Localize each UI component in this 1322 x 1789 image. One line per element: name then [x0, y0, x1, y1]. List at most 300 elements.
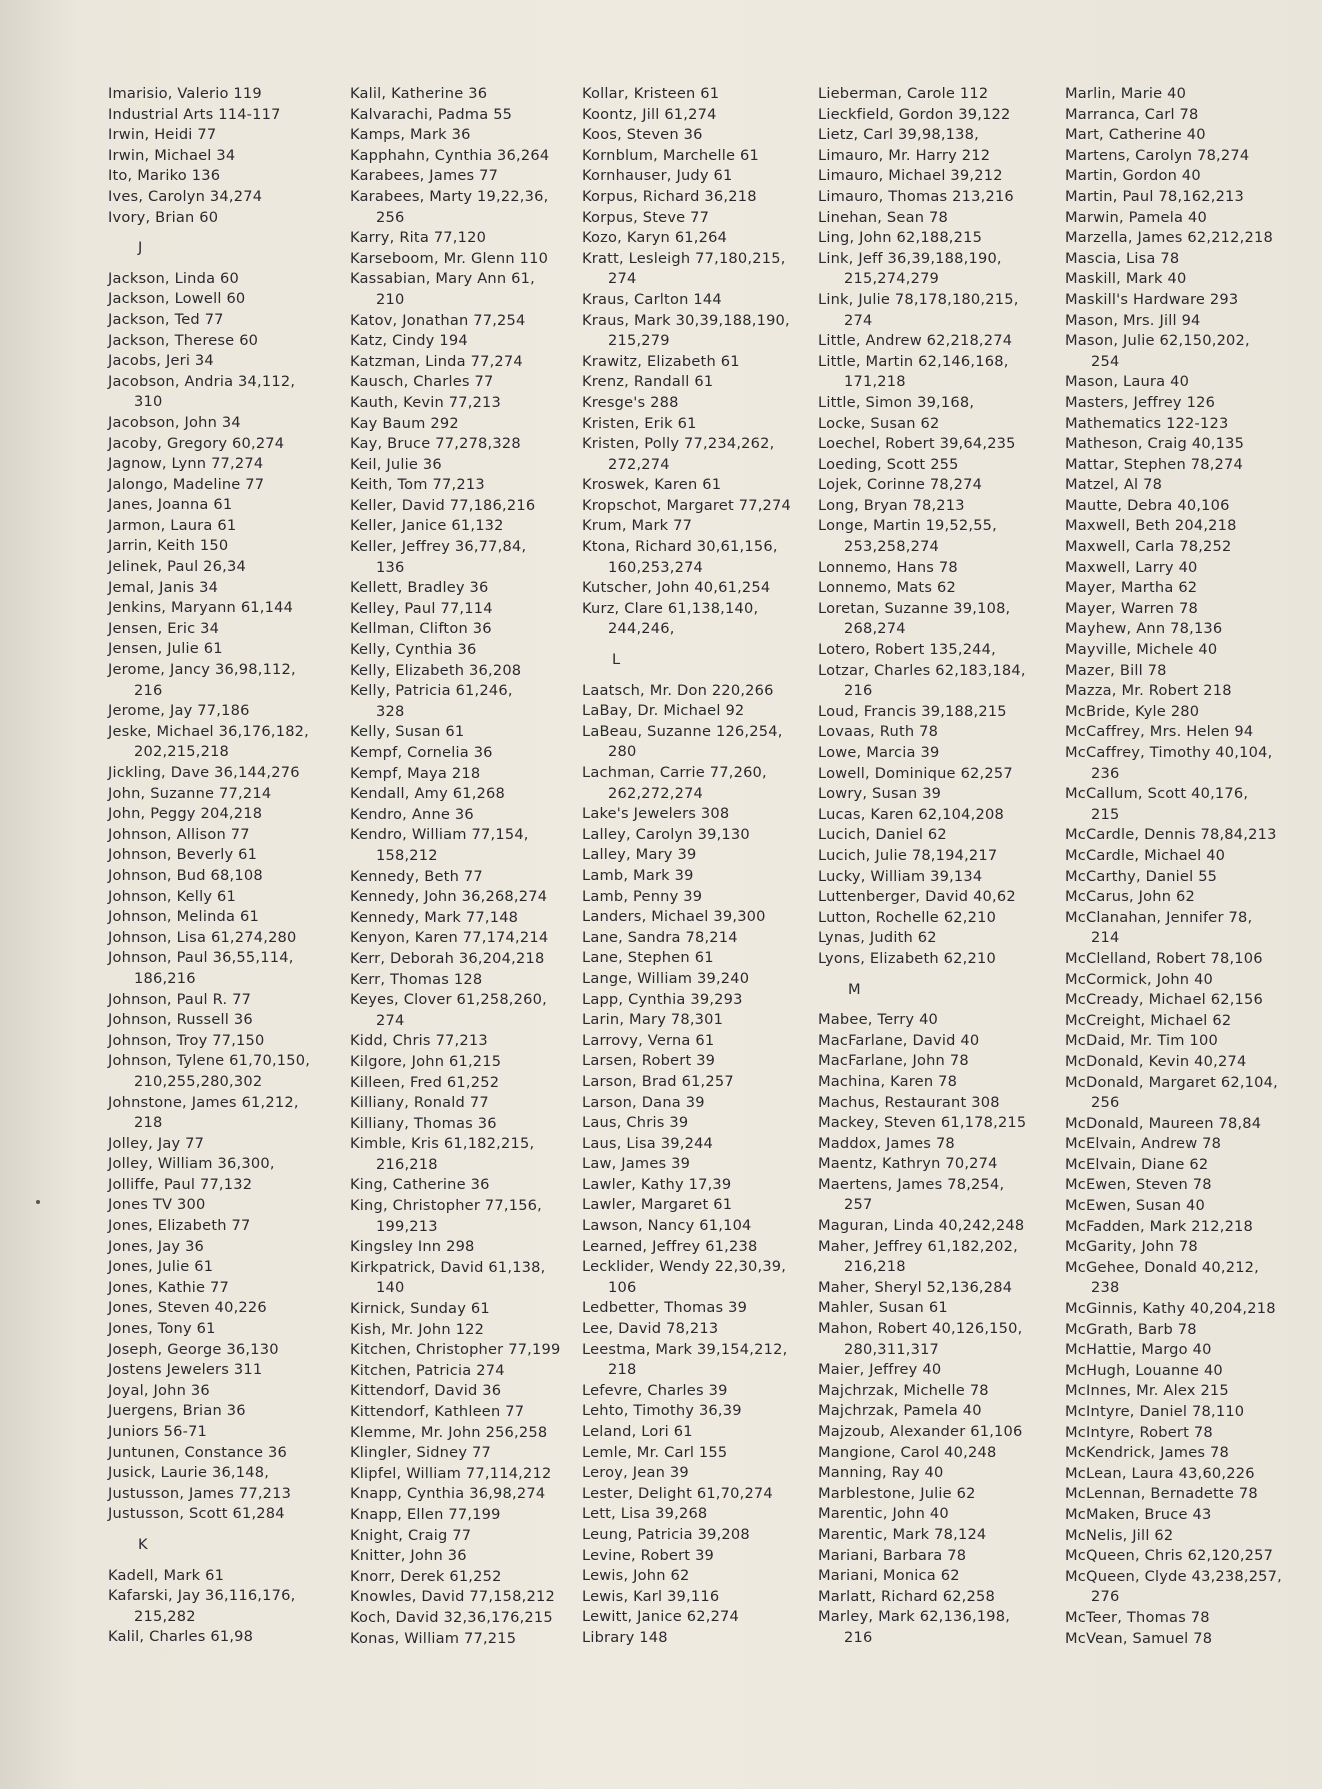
index-entry: Johnson, Kelly 61 — [108, 887, 236, 905]
index-entry: Linehan, Sean 78 — [818, 208, 948, 226]
index-entry: Lamb, Mark 39 — [582, 866, 694, 884]
index-entry: Kausch, Charles 77 — [350, 373, 494, 391]
index-entry: Lewitt, Janice 62,274 — [582, 1608, 740, 1626]
index-entry: Lucky, William 39,134 — [818, 867, 983, 885]
index-entry: Mason, Julie 62,150,202, — [1065, 332, 1250, 350]
index-entry: 262,272,274 — [608, 784, 704, 802]
index-entry: Knorr, Derek 61,252 — [350, 1567, 502, 1585]
index-entry: Matheson, Craig 40,135 — [1065, 435, 1245, 453]
index-entry: McVean, Samuel 78 — [1065, 1629, 1213, 1647]
index-entry: Jackson, Therese 60 — [108, 331, 259, 349]
index-entry: Kutscher, John 40,61,254 — [582, 579, 771, 597]
index-entry: McCardle, Michael 40 — [1065, 846, 1226, 864]
index-entry: Jerome, Jay 77,186 — [108, 702, 250, 720]
index-entry: Mayer, Warren 78 — [1065, 599, 1198, 617]
index-entry: Kozo, Karyn 61,264 — [582, 229, 728, 247]
index-entry: Konas, William 77,215 — [350, 1629, 517, 1647]
index-entry: Maddox, James 78 — [818, 1134, 955, 1152]
index-entry: Limauro, Mr. Harry 212 — [818, 146, 991, 164]
index-entry: Keller, Janice 61,132 — [350, 517, 504, 535]
index-entry: Kratt, Lesleigh 77,180,215, — [582, 249, 786, 267]
index-entry: MacFarlane, John 78 — [818, 1052, 969, 1070]
index-entry: Krum, Mark 77 — [582, 517, 693, 535]
index-entry: Jones, Elizabeth 77 — [108, 1217, 251, 1235]
index-entry: Karabees, James 77 — [350, 167, 499, 185]
index-entry: Jacoby, Gregory 60,274 — [108, 434, 285, 452]
index-entry: McCarus, John 62 — [1065, 888, 1196, 906]
index-entry: Krenz, Randall 61 — [582, 373, 714, 391]
index-entry: Lutton, Rochelle 62,210 — [818, 908, 997, 926]
index-entry: Library 148 — [582, 1628, 668, 1646]
index-entry: Jackson, Ted 77 — [108, 310, 224, 328]
index-entry: Kish, Mr. John 122 — [350, 1320, 485, 1338]
index-column-3 — [582, 84, 791, 1649]
index-entry: Mariani, Barbara 78 — [818, 1546, 967, 1564]
index-entry: Lonnemo, Hans 78 — [818, 558, 958, 576]
index-entry: Kilgore, John 61,215 — [350, 1052, 502, 1070]
index-entry: Jickling, Dave 36,144,276 — [108, 764, 300, 781]
index-entry: Lane, Stephen 61 — [582, 949, 714, 967]
index-entry: Larson, Brad 61,257 — [582, 1072, 734, 1090]
index-entry: Mathematics 122-123 — [1065, 414, 1229, 432]
index-entry: Maskill's Hardware 293 — [1065, 290, 1239, 308]
index-entry: Machina, Karen 78 — [818, 1072, 958, 1090]
index-entry: Mahler, Susan 61 — [818, 1299, 948, 1317]
index-entry: Kristen, Polly 77,234,262, — [582, 435, 775, 453]
index-entry: Laatsch, Mr. Don 220,266 — [582, 681, 774, 699]
index-entry: Kelly, Susan 61 — [350, 723, 465, 741]
index-entry: Irwin, Michael 34 — [108, 146, 236, 164]
index-entry: Jarrin, Keith 150 — [108, 537, 229, 555]
index-entry: 310 — [134, 393, 163, 411]
index-entry: Mackey, Steven 61,178,215 — [818, 1114, 1027, 1132]
index-entry: Katz, Cindy 194 — [350, 332, 468, 350]
index-entry: Majchrzak, Pamela 40 — [818, 1402, 982, 1420]
index-entry: McGehee, Donald 40,212, — [1065, 1258, 1260, 1276]
index-entry: Mazer, Bill 78 — [1065, 661, 1167, 679]
index-entry: John, Peggy 204,218 — [108, 805, 263, 823]
index-entry: Kennedy, John 36,268,274 — [350, 888, 548, 906]
index-entry: Marlin, Marie 40 — [1065, 85, 1187, 102]
index-entry: Kennedy, Mark 77,148 — [350, 908, 519, 926]
index-entry: Jacobson, John 34 — [108, 413, 241, 431]
index-entry: Lucich, Daniel 62 — [818, 826, 947, 844]
index-entry: 160,253,274 — [608, 558, 704, 576]
index-entry: Johnson, Melinda 61 — [108, 908, 259, 926]
index-entry: Majchrzak, Michelle 78 — [818, 1381, 989, 1399]
index-entry: Loretan, Suzanne 39,108, — [818, 599, 1011, 617]
index-entry: Jones, Tony 61 — [108, 1320, 216, 1338]
index-entry: Mazza, Mr. Robert 218 — [1065, 682, 1232, 700]
index-entry: Klipfel, William 77,114,212 — [350, 1464, 552, 1482]
index-entry: 254 — [1091, 352, 1120, 370]
index-entry: McBride, Kyle 280 — [1065, 702, 1200, 720]
index-entry: Maxwell, Larry 40 — [1065, 558, 1198, 576]
index-entry: Ivory, Brian 60 — [108, 208, 219, 226]
index-entry: Kidd, Chris 77,213 — [350, 1032, 488, 1050]
index-entry: 216 — [844, 1628, 873, 1646]
index-entry: Kollar, Kristeen 61 — [582, 85, 720, 102]
index-entry: 257 — [844, 1196, 873, 1214]
index-entry: Lieberman, Carole 112 — [818, 85, 989, 102]
index-entry: Klemme, Mr. John 256,258 — [350, 1423, 548, 1441]
index-entry: Kassabian, Mary Ann 61, — [350, 270, 535, 288]
index-entry: 274 — [376, 1011, 405, 1029]
index-entry: Mautte, Debra 40,106 — [1065, 496, 1230, 514]
index-entry: Leroy, Jean 39 — [582, 1464, 689, 1482]
index-entry: Lewis, John 62 — [582, 1567, 690, 1585]
index-entry: Kropschot, Margaret 77,274 — [582, 496, 792, 514]
index-entry: McClanahan, Jennifer 78, — [1065, 908, 1253, 926]
index-entry: Matzel, Al 78 — [1065, 476, 1163, 494]
index-entry: Johnson, Paul R. 77 — [108, 990, 252, 1008]
index-entry: Lachman, Carrie 77,260, — [582, 764, 767, 781]
index-entry: Kurz, Clare 61,138,140, — [582, 599, 759, 617]
index-entry: Johnson, Lisa 61,274,280 — [108, 928, 297, 946]
index-entry: 210 — [376, 290, 405, 308]
index-entry: 238 — [1091, 1279, 1120, 1297]
index-entry: McCready, Michael 62,156 — [1065, 991, 1263, 1009]
index-entry: Kempf, Maya 218 — [350, 764, 481, 782]
index-entry: Lucas, Karen 62,104,208 — [818, 805, 1004, 823]
index-entry: McCaffrey, Timothy 40,104, — [1065, 744, 1273, 761]
index-column-4 — [818, 84, 1026, 1649]
index-entry: 216,218 — [376, 1155, 438, 1173]
index-entry: Lecklider, Wendy 22,30,39, — [582, 1258, 787, 1276]
index-entry: Katov, Jonathan 77,254 — [350, 311, 526, 329]
index-entry: Johnson, Allison 77 — [108, 825, 250, 843]
index-entry: Marentic, John 40 — [818, 1505, 949, 1523]
index-entry: Lawson, Nancy 61,104 — [582, 1217, 752, 1235]
index-entry: 106 — [608, 1278, 637, 1296]
index-entry: Little, Andrew 62,218,274 — [818, 332, 1013, 350]
index-entry: McIntyre, Daniel 78,110 — [1065, 1403, 1245, 1420]
index-entry: 199,213 — [376, 1217, 438, 1235]
index-entry: Jackson, Linda 60 — [108, 269, 240, 287]
index-entry: Jolley, William 36,300, — [108, 1155, 275, 1173]
index-entry: Maguran, Linda 40,242,248 — [818, 1217, 1025, 1235]
index-entry: Kraus, Carlton 144 — [582, 290, 722, 308]
index-entry: Kelley, Paul 77,114 — [350, 599, 493, 617]
index-entry: Joyal, John 36 — [108, 1381, 210, 1399]
index-entry: Maher, Sheryl 52,136,284 — [818, 1278, 1013, 1296]
index-entry: Maskill, Mark 40 — [1065, 270, 1187, 288]
index-entry: Lowry, Susan 39 — [818, 785, 942, 803]
index-entry: Kraus, Mark 30,39,188,190, — [582, 311, 790, 329]
index-entry: Lonnemo, Mats 62 — [818, 579, 956, 597]
index-entry: Johnson, Paul 36,55,114, — [108, 949, 294, 967]
index-entry: Lucich, Julie 78,194,217 — [818, 846, 998, 864]
index-entry: Kerr, Thomas 128 — [350, 970, 483, 988]
index-entry: Jones, Julie 61 — [108, 1258, 214, 1276]
index-entry: McLean, Laura 43,60,226 — [1065, 1464, 1255, 1482]
index-entry: 202,215,218 — [134, 743, 230, 761]
index-entry: McInnes, Mr. Alex 215 — [1065, 1382, 1229, 1400]
index-entry: Justusson, Scott 61,284 — [108, 1505, 285, 1523]
index-entry: 218 — [134, 1114, 163, 1132]
index-entry: Lake's Jewelers 308 — [582, 805, 730, 823]
index-entry: 280,311,317 — [844, 1340, 940, 1358]
index-entry: Little, Martin 62,146,168, — [818, 352, 1009, 370]
index-entry: Johnson, Beverly 61 — [108, 846, 258, 864]
index-entry: 140 — [376, 1279, 405, 1297]
index-entry: McMaken, Bruce 43 — [1065, 1505, 1212, 1523]
index-entry: McCreight, Michael 62 — [1065, 1011, 1232, 1029]
index-entry: Ito, Mariko 136 — [108, 167, 221, 185]
index-entry: 214 — [1091, 929, 1120, 947]
index-entry: Kittendorf, Kathleen 77 — [350, 1403, 525, 1420]
index-entry: Kennedy, Beth 77 — [350, 867, 483, 885]
index-entry: Marblestone, Julie 62 — [818, 1484, 976, 1502]
index-entry: Juniors 56-71 — [108, 1423, 208, 1440]
index-entry: McGarity, John 78 — [1065, 1238, 1198, 1256]
index-entry: McFadden, Mark 212,218 — [1065, 1217, 1254, 1235]
index-entry: 216,218 — [844, 1258, 906, 1276]
index-entry: Martens, Carolyn 78,274 — [1065, 146, 1250, 164]
index-entry: Johnson, Tylene 61,70,150, — [108, 1052, 311, 1070]
index-entry: Knowles, David 77,158,212 — [350, 1588, 555, 1606]
index-entry: Kendro, Anne 36 — [350, 805, 474, 823]
index-entry: Marlatt, Richard 62,258 — [818, 1587, 995, 1605]
index-entry: Kalil, Charles 61,98 — [108, 1628, 254, 1646]
index-entry: Martin, Gordon 40 — [1065, 167, 1201, 185]
index-entry: Jolliffe, Paul 77,132 — [108, 1175, 253, 1193]
index-entry: Killiany, Ronald 77 — [350, 1094, 489, 1112]
index-entry: Kroswek, Karen 61 — [582, 476, 722, 494]
index-entry: McDaid, Mr. Tim 100 — [1065, 1032, 1218, 1050]
index-entry: Jackson, Lowell 60 — [108, 290, 246, 308]
index-entry: Koos, Steven 36 — [582, 126, 703, 144]
index-entry: 215,282 — [134, 1607, 196, 1625]
index-entry: Lawler, Margaret 61 — [582, 1196, 733, 1214]
index-entry: Knapp, Ellen 77,199 — [350, 1505, 501, 1523]
index-entry: Lett, Lisa 39,268 — [582, 1505, 708, 1523]
index-entry: Lamb, Penny 39 — [582, 887, 703, 905]
index-entry: Lange, William 39,240 — [582, 969, 750, 987]
index-entry: 171,218 — [844, 373, 906, 391]
index-entry: Kendall, Amy 61,268 — [350, 785, 506, 803]
index-entry: Maxwell, Carla 78,252 — [1065, 538, 1232, 556]
index-entry: Kimble, Kris 61,182,215, — [350, 1135, 535, 1153]
index-entry: Mayer, Martha 62 — [1065, 579, 1198, 597]
index-entry: Kadell, Mark 61 — [108, 1566, 225, 1584]
index-entry: Lowell, Dominique 62,257 — [818, 764, 1013, 782]
index-letter-heading: L — [612, 651, 621, 669]
index-entry: LaBay, Dr. Michael 92 — [582, 702, 745, 720]
index-entry: Lowe, Marcia 39 — [818, 744, 940, 761]
index-entry: Laus, Chris 39 — [582, 1114, 689, 1132]
index-entry: Kay Baum 292 — [350, 414, 459, 432]
index-entry: Loud, Francis 39,188,215 — [818, 702, 1007, 720]
index-entry: 216 — [844, 682, 873, 700]
index-entry: McCallum, Scott 40,176, — [1065, 785, 1249, 803]
index-entry: Lehto, Timothy 36,39 — [582, 1402, 742, 1420]
index-entry: Kay, Bruce 77,278,328 — [350, 435, 521, 453]
index-entry: MacFarlane, David 40 — [818, 1031, 980, 1049]
index-entry: 186,216 — [134, 969, 196, 987]
index-entry: Kenyon, Karen 77,174,214 — [350, 929, 549, 947]
index-entry: Mangione, Carol 40,248 — [818, 1443, 997, 1461]
index-entry: McDonald, Kevin 40,274 — [1065, 1052, 1247, 1070]
index-entry: Kelly, Patricia 61,246, — [350, 682, 513, 700]
index-entry: Lojek, Corinne 78,274 — [818, 476, 983, 494]
index-entry: John, Suzanne 77,214 — [108, 784, 272, 802]
index-entry: Janes, Joanna 61 — [108, 496, 233, 514]
index-entry: 136 — [376, 558, 405, 576]
index-entry: Kingsley Inn 298 — [350, 1238, 475, 1256]
index-entry: Jagnow, Lynn 77,274 — [108, 455, 264, 473]
index-entry: Justusson, James 77,213 — [108, 1484, 292, 1502]
index-entry: McElvain, Andrew 78 — [1065, 1135, 1222, 1153]
index-column-1 — [108, 84, 310, 1648]
index-entry: Knight, Craig 77 — [350, 1526, 472, 1544]
index-entry: Karseboom, Mr. Glenn 110 — [350, 249, 549, 267]
index-entry: Kerr, Deborah 36,204,218 — [350, 949, 545, 967]
index-entry: Larson, Dana 39 — [582, 1093, 705, 1111]
index-entry: Jeske, Michael 36,176,182, — [108, 722, 310, 740]
index-entry: King, Christopher 77,156, — [350, 1197, 542, 1215]
index-entry: Jones, Jay 36 — [108, 1237, 205, 1255]
index-entry: Leung, Patricia 39,208 — [582, 1525, 750, 1543]
index-entry: Lovaas, Ruth 78 — [818, 723, 939, 741]
index-entry: Limauro, Michael 39,212 — [818, 167, 1003, 185]
index-entry: Loechel, Robert 39,64,235 — [818, 435, 1016, 453]
index-entry: 253,258,274 — [844, 538, 940, 556]
index-entry: Lyons, Elizabeth 62,210 — [818, 949, 996, 967]
index-entry: Kellman, Clifton 36 — [350, 620, 492, 638]
index-entry: Jerome, Jancy 36,98,112, — [108, 661, 296, 679]
index-entry: Korpus, Richard 36,218 — [582, 187, 757, 205]
index-entry: 268,274 — [844, 620, 906, 638]
index-entry: Jones, Kathie 77 — [108, 1278, 230, 1296]
index-entry: Maertens, James 78,254, — [818, 1175, 1005, 1193]
index-entry: Mahon, Robert 40,126,150, — [818, 1320, 1023, 1338]
index-entry: Karry, Rita 77,120 — [350, 229, 487, 247]
index-entry: McIntyre, Robert 78 — [1065, 1423, 1213, 1441]
index-entry: Jones, Steven 40,226 — [108, 1299, 267, 1317]
index-entry: Koontz, Jill 61,274 — [582, 105, 717, 123]
index-entry: Karabees, Marty 19,22,36, — [350, 187, 549, 205]
index-entry: Martin, Paul 78,162,213 — [1065, 187, 1245, 205]
index-entry: Larsen, Robert 39 — [582, 1052, 716, 1070]
index-entry: Masters, Jeffrey 126 — [1065, 393, 1216, 411]
index-entry: Jalongo, Madeline 77 — [108, 475, 265, 493]
index-entry: Lemle, Mr. Carl 155 — [582, 1443, 728, 1461]
index-entry: LaBeau, Suzanne 126,254, — [582, 722, 783, 740]
index-entry: McTeer, Thomas 78 — [1065, 1608, 1210, 1626]
index-entry: 215 — [1091, 805, 1120, 823]
index-entry: Klingler, Sidney 77 — [350, 1444, 491, 1462]
index-entry: Jostens Jewelers 311 — [108, 1361, 263, 1379]
index-entry: Keller, David 77,186,216 — [350, 496, 536, 514]
index-entry: Lapp, Cynthia 39,293 — [582, 990, 743, 1008]
index-entry: McClelland, Robert 78,106 — [1065, 949, 1263, 967]
index-entry: Johnstone, James 61,212, — [108, 1093, 299, 1111]
index-entry: Lieckfield, Gordon 39,122 — [818, 105, 1011, 123]
index-entry: 216 — [134, 681, 163, 699]
index-entry: 328 — [376, 702, 405, 720]
index-entry: 256 — [1091, 1094, 1120, 1112]
index-entry: Marwin, Pamela 40 — [1065, 208, 1207, 226]
index-entry: Joseph, George 36,130 — [108, 1340, 279, 1358]
index-entry: Jenkins, Maryann 61,144 — [108, 599, 294, 617]
index-entry: Lee, David 78,213 — [582, 1320, 719, 1338]
index-entry: Jolley, Jay 77 — [108, 1134, 205, 1152]
index-entry: Kitchen, Christopher 77,199 — [350, 1341, 561, 1359]
index-entry: Maentz, Kathryn 70,274 — [818, 1155, 998, 1173]
index-entry: Law, James 39 — [582, 1155, 691, 1173]
index-entry: McDonald, Maureen 78,84 — [1065, 1114, 1262, 1132]
index-entry: Kitchen, Patricia 274 — [350, 1361, 505, 1379]
index-entry: Knitter, John 36 — [350, 1547, 467, 1565]
index-entry: Kamps, Mark 36 — [350, 126, 471, 144]
index-entry: Luttenberger, David 40,62 — [818, 888, 1016, 906]
index-entry: Lietz, Carl 39,98,138, — [818, 126, 979, 144]
index-entry: Kauth, Kevin 77,213 — [350, 393, 502, 411]
index-entry: Maxwell, Beth 204,218 — [1065, 517, 1237, 535]
index-entry: Marley, Mark 62,136,198, — [818, 1608, 1011, 1626]
index-entry: 256 — [376, 208, 405, 226]
index-entry: Maher, Jeffrey 61,182,202, — [818, 1237, 1018, 1255]
index-entry: Keith, Tom 77,213 — [350, 476, 485, 494]
index-entry: Jones TV 300 — [108, 1196, 206, 1214]
index-entry: Lynas, Judith 62 — [818, 929, 937, 947]
index-entry: Majzoub, Alexander 61,106 — [818, 1423, 1023, 1440]
index-entry: Leland, Lori 61 — [582, 1423, 693, 1440]
index-entry: Korpus, Steve 77 — [582, 208, 710, 226]
index-entry: McCardle, Dennis 78,84,213 — [1065, 826, 1277, 844]
index-entry: Larin, Mary 78,301 — [582, 1011, 724, 1029]
index-entry: Irwin, Heidi 77 — [108, 126, 217, 144]
index-entry: Kornhauser, Judy 61 — [582, 167, 733, 185]
index-entry: McEwen, Steven 78 — [1065, 1176, 1212, 1194]
index-entry: Jacobs, Jeri 34 — [108, 352, 214, 370]
index-entry: Jensen, Julie 61 — [108, 640, 223, 658]
index-entry: Kempf, Cornelia 36 — [350, 744, 493, 761]
index-entry: Ives, Carolyn 34,274 — [108, 187, 263, 205]
index-entry: Kalvarachi, Padma 55 — [350, 105, 513, 123]
index-entry: Kristen, Erik 61 — [582, 414, 697, 432]
index-entry: Link, Julie 78,178,180,215, — [818, 290, 1019, 308]
index-entry: Marentic, Mark 78,124 — [818, 1525, 987, 1543]
index-entry: Lewis, Karl 39,116 — [582, 1587, 720, 1605]
index-entry: Lester, Delight 61,70,274 — [582, 1484, 773, 1502]
index-entry: Jemal, Janis 34 — [108, 578, 219, 596]
index-entry: Machus, Restaurant 308 — [818, 1093, 1000, 1111]
index-entry: Levine, Robert 39 — [582, 1546, 715, 1564]
index-entry: Marranca, Carl 78 — [1065, 105, 1199, 123]
index-entry: McGrath, Barb 78 — [1065, 1320, 1197, 1338]
index-entry: Imarisio, Valerio 119 — [108, 85, 262, 102]
index-entry: 274 — [608, 270, 637, 288]
index-entry: Larrovy, Verna 61 — [582, 1031, 715, 1049]
index-entry: Lotero, Robert 135,244, — [818, 641, 996, 659]
index-entry: Kornblum, Marchelle 61 — [582, 146, 759, 164]
index-entry: 272,274 — [608, 455, 670, 473]
index-entry: Lawler, Kathy 17,39 — [582, 1175, 732, 1193]
index-entry: Maier, Jeffrey 40 — [818, 1361, 942, 1379]
index-entry: 236 — [1091, 764, 1120, 782]
index-entry: Longe, Martin 19,52,55, — [818, 517, 997, 535]
index-entry: Jarmon, Laura 61 — [108, 516, 237, 534]
index-entry: Kirnick, Sunday 61 — [350, 1300, 490, 1318]
index-entry: McCaffrey, Mrs. Helen 94 — [1065, 723, 1254, 741]
index-entry: McHattie, Margo 40 — [1065, 1341, 1212, 1359]
index-entry: McNelis, Jill 62 — [1065, 1526, 1174, 1544]
index-entry: Kelly, Cynthia 36 — [350, 641, 477, 659]
index-entry: Mariani, Monica 62 — [818, 1567, 960, 1585]
index-entry: McQueen, Clyde 43,238,257, — [1065, 1567, 1282, 1585]
